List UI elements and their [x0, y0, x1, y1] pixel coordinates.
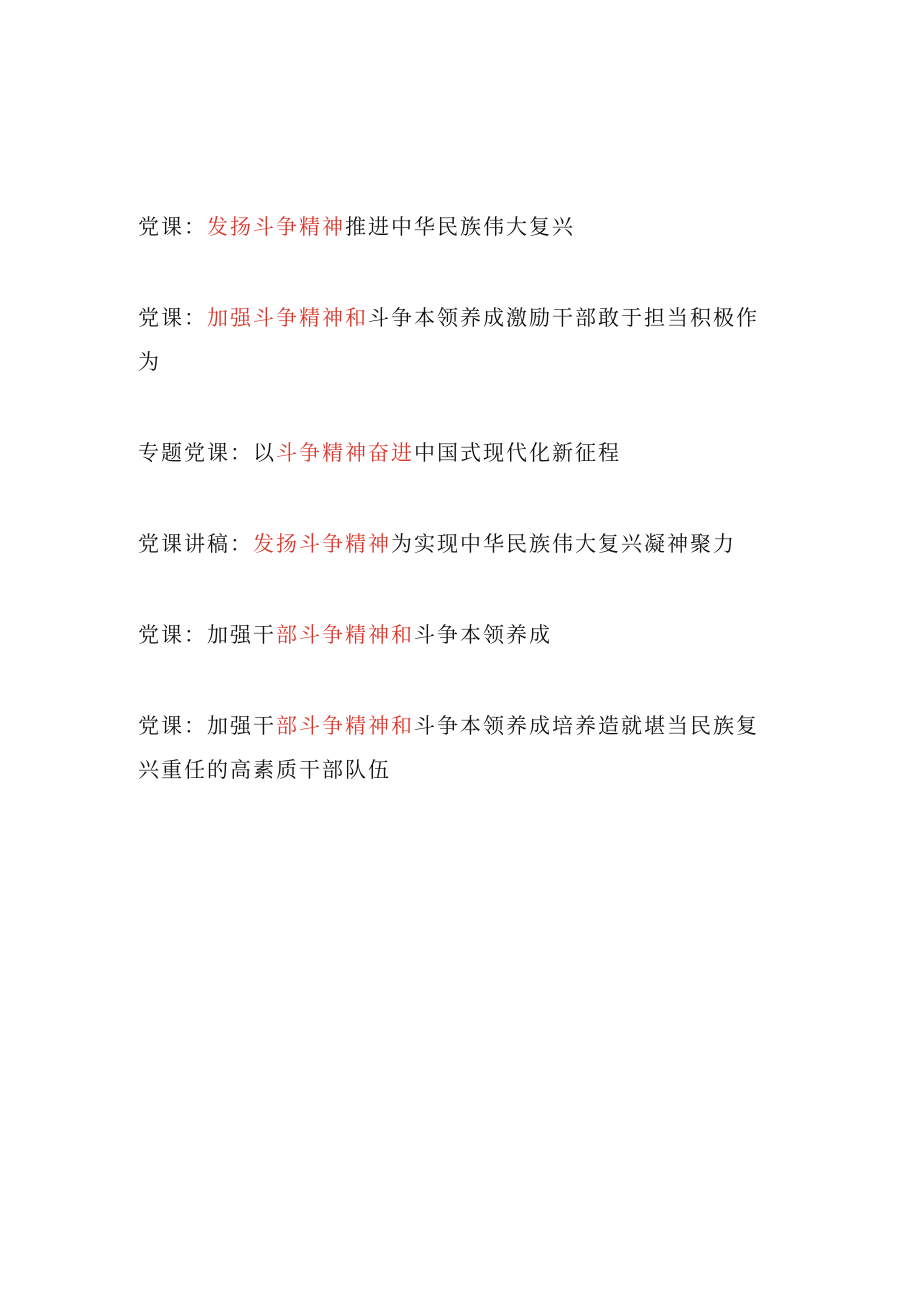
item-text-highlight: 部斗争精神和: [276, 623, 414, 647]
item-text: 斗争本领养成激励干部敢于担当积极作为: [138, 306, 759, 374]
item-text: 斗争本领养成: [414, 623, 552, 647]
item-text-highlight: 部斗争精神和: [276, 714, 414, 738]
title-list: [138, 205, 778, 839]
item-text-highlight: 发扬斗争精神: [207, 215, 345, 239]
item-text: 党课：: [138, 215, 207, 239]
item-text: 党课：: [138, 306, 207, 330]
item-text: 为实现中华民族伟大复兴凝神聚力: [391, 532, 736, 556]
item-text: 党课讲稿：: [138, 532, 253, 556]
list-item: [138, 704, 778, 792]
item-text: 斗争本领养成培养造就堪当民族复兴重任的高素质干部队伍: [138, 714, 759, 782]
item-text-highlight: 发扬斗争精神: [253, 532, 391, 556]
item-text: 党课：加强干: [138, 623, 276, 647]
list-item: [138, 522, 778, 566]
item-text: 推进中华民族伟大复兴: [345, 215, 575, 239]
list-item: [138, 431, 778, 475]
item-text: 党课：加强干: [138, 714, 276, 738]
list-item: [138, 205, 778, 249]
list-item: [138, 296, 778, 384]
item-text: 中国式现代化新征程: [414, 441, 621, 465]
item-text-highlight: 加强斗争精神和: [207, 306, 368, 330]
item-text-highlight: 斗争精神奋进: [276, 441, 414, 465]
list-item: [138, 613, 778, 657]
item-text: 专题党课：以: [138, 441, 276, 465]
